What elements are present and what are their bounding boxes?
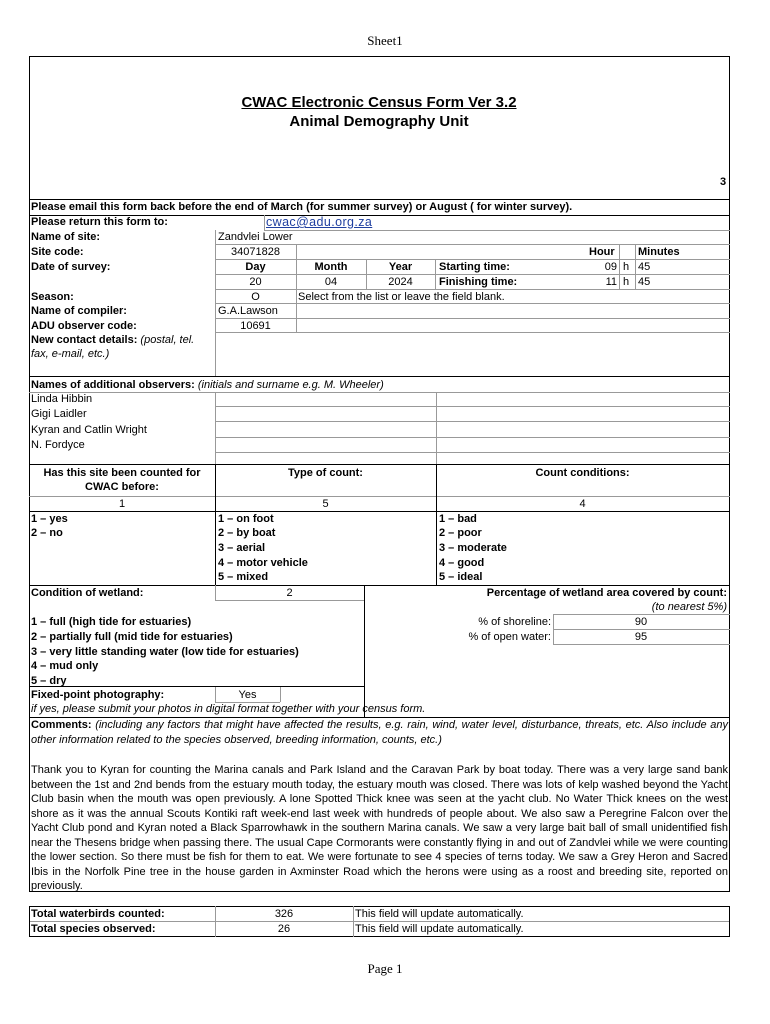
finish-hour[interactable]: 11 bbox=[605, 276, 617, 288]
wetland-option: 2 – partially full (mid tide for estuaries) bbox=[31, 631, 233, 643]
day-label: Day bbox=[245, 261, 266, 273]
type-option: 3 – aerial bbox=[218, 542, 266, 554]
year-value[interactable]: 2024 bbox=[388, 276, 413, 288]
page-footer: Page 1 bbox=[367, 961, 403, 976]
counted-before-label-2: CWAC before: bbox=[85, 481, 159, 493]
condition-option: 2 – poor bbox=[439, 527, 482, 539]
season-label: Season: bbox=[31, 291, 74, 303]
counted-before-value[interactable]: 1 bbox=[118, 498, 126, 510]
site-code-label: Site code: bbox=[31, 246, 84, 258]
form-subtitle: Animal Demography Unit bbox=[289, 113, 469, 130]
email-notice: Please email this form back before the end of March (for summer survey) or August ( for winter survey). bbox=[31, 201, 573, 213]
start-h: h bbox=[623, 261, 630, 273]
condition-option: 1 – bad bbox=[439, 513, 477, 525]
compiler-value[interactable]: G.A.Lawson bbox=[218, 305, 278, 317]
pct-hint: (to nearest 5%) bbox=[651, 601, 727, 613]
month-label: Month bbox=[314, 261, 348, 273]
total-species-note: This field will update automatically. bbox=[355, 923, 524, 935]
wetland-label: Condition of wetland: bbox=[31, 587, 144, 599]
observer-name[interactable]: Kyran and Catlin Wright bbox=[31, 424, 147, 436]
site-name-value[interactable]: Zandvlei Lower bbox=[218, 231, 293, 243]
wetland-option: 4 – mud only bbox=[31, 660, 99, 672]
contact-label bbox=[31, 334, 194, 346]
total-birds-note: This field will update automatically. bbox=[355, 908, 524, 920]
observer-name[interactable]: Linda Hibbin bbox=[31, 393, 93, 405]
condition-option: 5 – ideal bbox=[439, 571, 483, 583]
count-type-value[interactable]: 5 bbox=[322, 498, 329, 510]
site-code-value[interactable]: 34071828 bbox=[231, 246, 280, 258]
minutes-label: Minutes bbox=[638, 246, 680, 258]
total-species-label: Total species observed: bbox=[31, 923, 156, 935]
contact-field[interactable] bbox=[216, 333, 729, 375]
observer-name[interactable]: N. Fordyce bbox=[31, 439, 85, 451]
contact-hint-1: (postal, tel. bbox=[140, 334, 195, 346]
wetland-option: 3 – very little standing water (low tide for estuaries) bbox=[31, 646, 299, 658]
start-time-label: Starting time: bbox=[439, 261, 510, 273]
shoreline-value[interactable]: 90 bbox=[634, 616, 648, 628]
counted-option: 1 – yes bbox=[31, 513, 68, 525]
start-hour[interactable]: 09 bbox=[604, 261, 617, 273]
counted-before-label-1: Has this site been counted for bbox=[43, 467, 201, 479]
count-conditions-value[interactable]: 4 bbox=[579, 498, 586, 510]
type-option: 5 – mixed bbox=[218, 571, 269, 583]
comments-hint: (including any factors that might have affected the results, e.g. rain, wind, water level, disturbance, threats, etc. Also include any other information related to the species observed, breeding information, counts, etc.) bbox=[31, 719, 728, 746]
return-label: Please return this form to: bbox=[31, 216, 168, 228]
year-label: Year bbox=[388, 261, 413, 273]
comments-text[interactable]: Thank you to Kyran for counting the Marina canals and Park Island and the Caravan Park by boat today. There was a very large sand bank between the 1st and 2nd bends from the estuary mouth today, the estuary mouth was closed. There was lots of kelp washed beyond the Yacht Club basin when the mouth was open previously. A lone Spotted Thick knee was seen at the yacht club. No Water Thick knees on the west shore as it was the annual Scouts Kontiki raft week-end last week with hundreds of people about. We also saw a Peregrine Falcon over the Yacht Club pond and Kyran noted a Black Sparrowhawk in the southern Marina canals. We saw a very large bait ball of small unidentified fish near the Thesens bridge when passing there. The usual Cape Cormorants were constantly flying in and out of Zandvlei while we were counting the lower section. So there must be fish for them to eat. We were fortunate to see 4 species of terns today. We saw a Grey Heron and Sacred Ibis in the Norfolk Pine tree in the house garden in Axminster Road which the herons were using as a roost and breeding site, reported on previously. bbox=[31, 764, 728, 892]
photo-value[interactable]: Yes bbox=[238, 689, 257, 701]
site-name-label: Name of site: bbox=[31, 231, 101, 243]
pct-label: Percentage of wetland area covered by count: bbox=[486, 587, 727, 599]
contact-label-text: New contact details: bbox=[31, 334, 138, 346]
type-option: 2 – by boat bbox=[218, 527, 276, 539]
wetland-value[interactable]: 2 bbox=[286, 587, 293, 599]
return-email-link[interactable]: cwac@adu.org.za bbox=[266, 215, 373, 229]
additional-label-text: Names of additional observers: bbox=[31, 379, 195, 391]
count-type-label: Type of count: bbox=[288, 467, 363, 479]
open-water-label: % of open water: bbox=[468, 631, 551, 643]
additional-observers-label bbox=[31, 379, 384, 391]
open-water-value[interactable]: 95 bbox=[634, 631, 648, 643]
condition-option: 4 – good bbox=[439, 557, 485, 569]
form-title: CWAC Electronic Census Form Ver 3.2 bbox=[241, 94, 517, 111]
shoreline-label: % of shoreline: bbox=[478, 616, 551, 628]
finish-time-label: Finishing time: bbox=[439, 276, 518, 288]
compiler-label: Name of compiler: bbox=[31, 305, 127, 317]
finish-h: h bbox=[623, 276, 630, 288]
type-option: 4 – motor vehicle bbox=[218, 557, 308, 569]
additional-hint: (initials and surname e.g. M. Wheeler) bbox=[197, 379, 384, 391]
observer-code-label: ADU observer code: bbox=[31, 320, 137, 332]
finish-minutes[interactable]: 45 bbox=[638, 276, 651, 288]
season-value[interactable]: O bbox=[251, 291, 260, 303]
type-option: 1 – on foot bbox=[218, 513, 274, 525]
total-species-value: 26 bbox=[277, 923, 291, 935]
start-minutes[interactable]: 45 bbox=[638, 261, 651, 273]
observer-code-value[interactable]: 10691 bbox=[240, 320, 271, 332]
wetland-option: 5 – dry bbox=[31, 675, 67, 687]
total-birds-label: Total waterbirds counted: bbox=[31, 908, 165, 920]
comments-header bbox=[31, 718, 728, 747]
count-conditions-label: Count conditions: bbox=[535, 467, 630, 479]
total-birds-value: 326 bbox=[274, 908, 294, 920]
month-value[interactable]: 04 bbox=[324, 276, 338, 288]
comments-label: Comments: bbox=[31, 719, 92, 731]
photo-label: Fixed-point photography: bbox=[31, 689, 165, 701]
photo-hint: if yes, please submit your photos in digital format together with your census form. bbox=[31, 703, 426, 715]
contact-hint-2: fax, e-mail, etc.) bbox=[31, 348, 110, 360]
counted-option: 2 – no bbox=[31, 527, 63, 539]
season-note: Select from the list or leave the field blank. bbox=[298, 291, 505, 303]
day-value[interactable]: 20 bbox=[249, 276, 262, 288]
corner-number: 3 bbox=[720, 176, 727, 188]
date-label: Date of survey: bbox=[31, 261, 111, 273]
observer-name[interactable]: Gigi Laidler bbox=[31, 408, 87, 420]
condition-option: 3 – moderate bbox=[439, 542, 507, 554]
wetland-option: 1 – full (high tide for estuaries) bbox=[31, 616, 192, 628]
sheet-label: Sheet1 bbox=[367, 33, 403, 48]
hour-label: Hour bbox=[589, 246, 615, 258]
